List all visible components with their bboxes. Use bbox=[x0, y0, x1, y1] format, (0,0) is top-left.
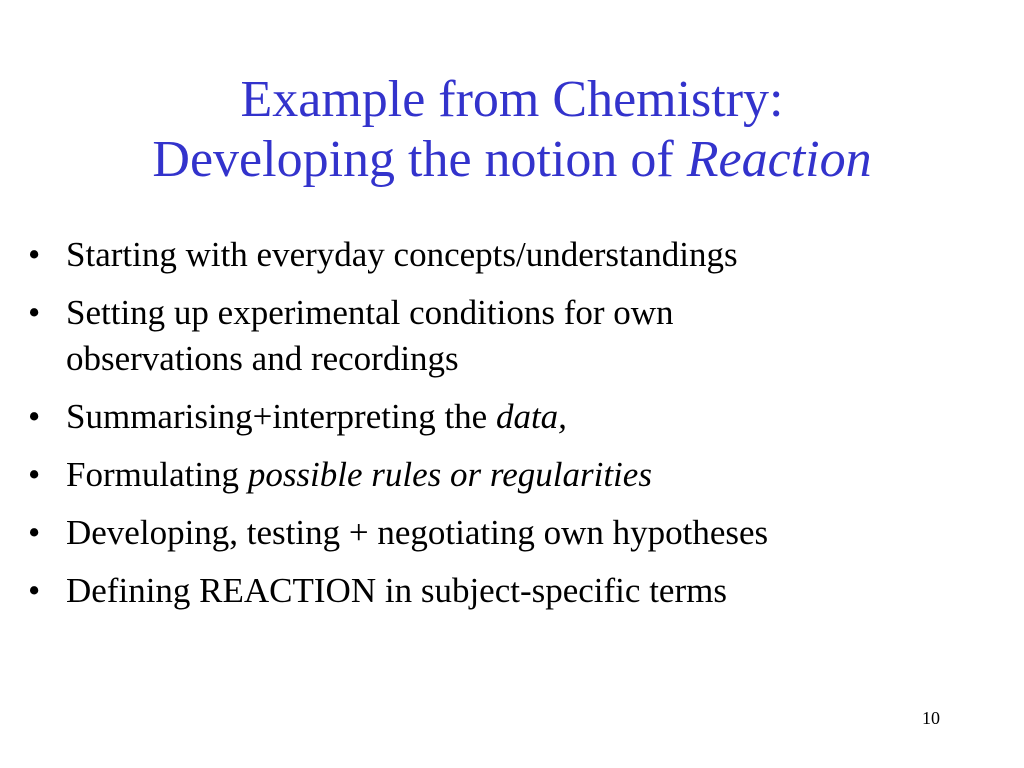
title-line-2-emphasis: Reaction bbox=[686, 131, 872, 188]
bullet-item-1 bbox=[28, 232, 1008, 278]
bullet-text-continued: observations and recordings bbox=[66, 339, 459, 378]
title-line-2-text: Developing the notion of bbox=[152, 131, 687, 188]
bullet-item-5 bbox=[28, 510, 1008, 556]
bullet-item-4 bbox=[28, 452, 1008, 498]
bullet-icon: • bbox=[28, 513, 41, 552]
bullet-item-6 bbox=[28, 568, 1008, 614]
bullet-icon: • bbox=[28, 455, 41, 494]
bullet-text: Starting with everyday concepts/understandings bbox=[66, 235, 738, 274]
bullet-item-2 bbox=[28, 290, 1008, 382]
bullet-text: Setting up experimental conditions for own bbox=[66, 293, 674, 332]
bullet-icon: • bbox=[28, 235, 41, 274]
bullet-text: Summarising+interpreting the bbox=[66, 397, 496, 436]
bullet-emphasis: data, bbox=[495, 397, 567, 436]
title-line-2 bbox=[0, 130, 1024, 190]
page-number: 10 bbox=[922, 708, 940, 728]
bullet-text: Defining REACTION in subject-specific terms bbox=[66, 571, 727, 610]
title-line-1: Example from Chemistry: bbox=[240, 71, 784, 128]
bullet-text: Developing, testing + negotiating own hypotheses bbox=[66, 513, 769, 552]
bullet-emphasis: possible rules or regularities bbox=[247, 455, 652, 494]
bullet-text: Formulating bbox=[66, 455, 248, 494]
bullet-icon: • bbox=[28, 571, 41, 610]
bullet-icon: • bbox=[28, 293, 41, 332]
slide-title bbox=[0, 70, 1024, 190]
bullet-item-3 bbox=[28, 394, 1008, 440]
bullet-icon: • bbox=[28, 397, 41, 436]
bullet-list bbox=[28, 232, 1008, 626]
